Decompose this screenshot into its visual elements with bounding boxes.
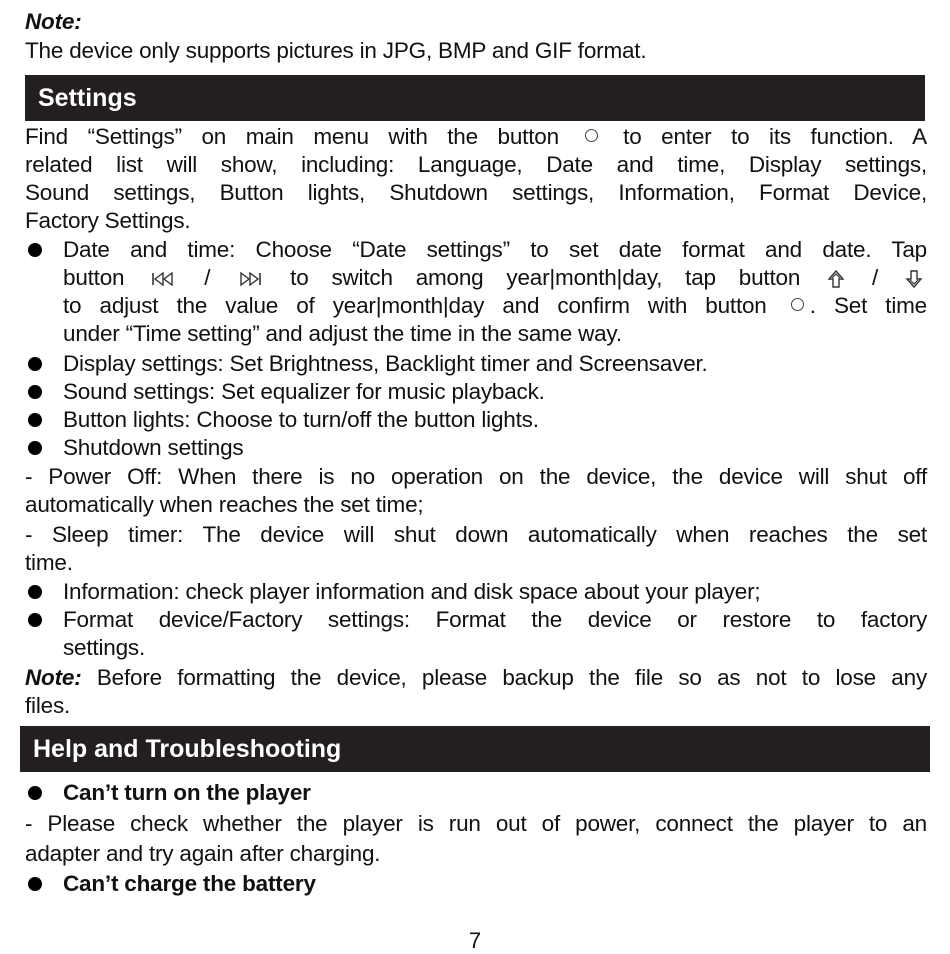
bullet-icon xyxy=(28,585,42,599)
information-item: Information: check player information and disk space about your player; xyxy=(63,579,761,604)
power-off-line-2: automatically when reaches the set time; xyxy=(25,492,424,517)
page-number: 7 xyxy=(468,928,482,953)
previous-track-icon xyxy=(151,271,177,287)
cant-turn-on-answer-line-2: adapter and try again after charging. xyxy=(25,841,381,866)
date-time-line-3: to adjust the value of year|month|day and confirm with button . Set time xyxy=(63,293,927,318)
date-time-line-1: Date and time: Choose “Date settings” to set date format and date. Tap xyxy=(63,237,927,262)
ok-button-circle-icon xyxy=(585,129,598,142)
settings-intro-line-2: related list will show, including: Language, Date and time, Display settings, xyxy=(25,152,927,177)
sound-settings-item: Sound settings: Set equalizer for music playback. xyxy=(63,379,545,404)
volume-up-icon xyxy=(827,269,845,289)
top-note-label: Note: xyxy=(25,9,82,34)
power-off-line-1: - Power Off: When there is no operation on the device, the device will shut off xyxy=(25,464,927,489)
help-header: Help and Troubleshooting xyxy=(20,726,930,772)
bullet-icon xyxy=(28,357,42,371)
bullet-icon xyxy=(28,413,42,427)
cant-charge-heading: Can’t charge the battery xyxy=(63,871,316,896)
bullet-icon xyxy=(28,613,42,627)
next-track-icon xyxy=(237,271,263,287)
cant-turn-on-answer-line-1: - Please check whether the player is run out of power, connect the player to an xyxy=(25,811,927,836)
bullet-icon xyxy=(28,441,42,455)
display-settings-item: Display settings: Set Brightness, Backlight timer and Screensaver. xyxy=(63,351,708,376)
ok-button-circle-icon xyxy=(791,298,804,311)
sleep-timer-line-2: time. xyxy=(25,550,73,575)
sleep-timer-line-1: - Sleep timer: The device will shut down automatically when reaches the set xyxy=(25,522,927,547)
format-device-line-1: Format device/Factory settings: Format the device or restore to factory xyxy=(63,607,927,632)
bullet-icon xyxy=(28,385,42,399)
format-note-line-2: files. xyxy=(25,693,71,718)
settings-intro-line-1: Find “Settings” on main menu with the button to enter to its function. A xyxy=(25,124,927,149)
format-note-line-1: Note: Before formatting the device, please backup the file so as not to lose any xyxy=(25,665,927,690)
date-time-line-2: button / to switch among year|month|day, tap button / xyxy=(63,264,927,292)
bullet-icon xyxy=(28,786,42,800)
date-time-line-4: under “Time setting” and adjust the time in the same way. xyxy=(63,321,622,346)
volume-down-icon xyxy=(905,269,923,289)
settings-intro-line-4: Factory Settings. xyxy=(25,208,191,233)
settings-intro-line-3: Sound settings, Button lights, Shutdown settings, Information, Format Device, xyxy=(25,180,927,205)
bullet-icon xyxy=(28,243,42,257)
format-device-line-2: settings. xyxy=(63,635,145,660)
button-lights-item: Button lights: Choose to turn/off the button lights. xyxy=(63,407,539,432)
cant-turn-on-heading: Can’t turn on the player xyxy=(63,780,311,805)
bullet-icon xyxy=(28,877,42,891)
settings-header: Settings xyxy=(25,75,925,121)
shutdown-settings-item: Shutdown settings xyxy=(63,435,244,460)
top-note-text: The device only supports pictures in JPG, BMP and GIF format. xyxy=(25,38,647,63)
